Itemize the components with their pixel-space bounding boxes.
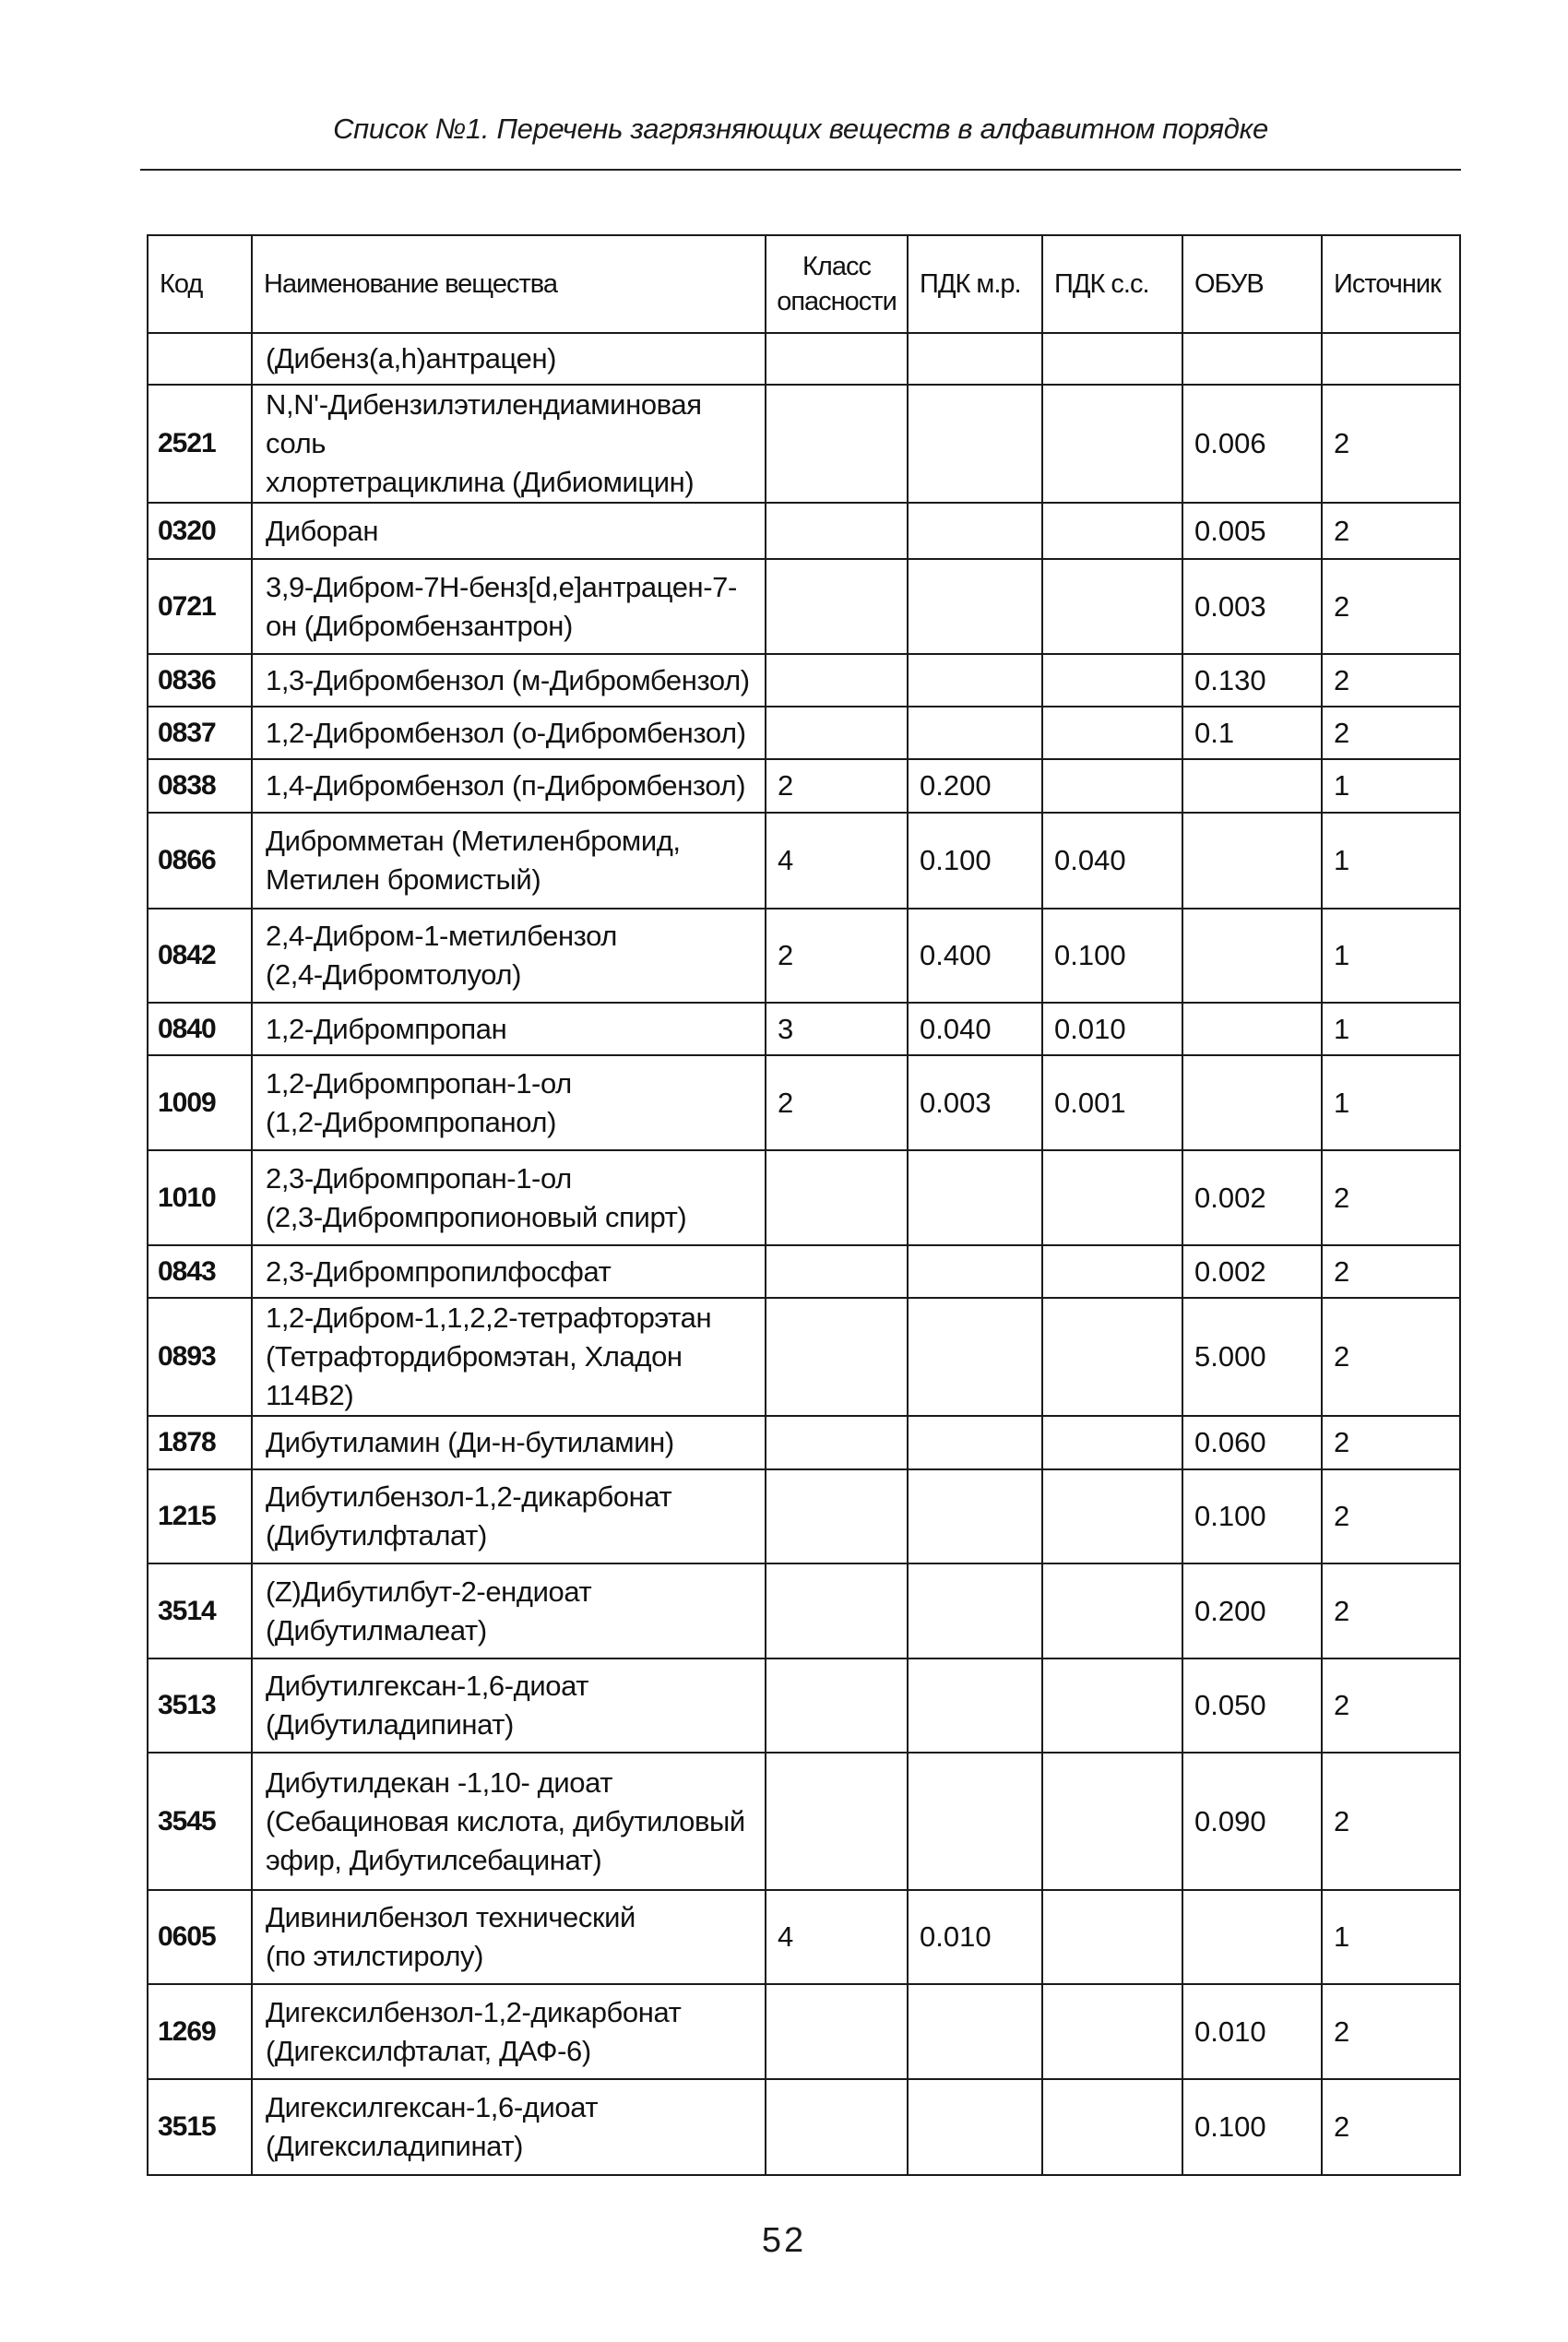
table-row xyxy=(148,813,1460,909)
substance-name-line: 1,2-Дибромбензол (о-Дибромбензол) xyxy=(266,716,746,749)
cell-hazard-class xyxy=(766,1984,908,2079)
cell-substance-name xyxy=(252,1469,766,1563)
cell-pdk-ss: 0.010 xyxy=(1042,1003,1182,1055)
cell-pdk-mr xyxy=(908,1469,1042,1563)
substance-name-line: 1,3-Дибромбензол (м-Дибромбензол) xyxy=(266,663,750,696)
cell-code: 0840 xyxy=(148,1003,252,1055)
cell-pdk-ss xyxy=(1042,1245,1182,1298)
substance-name-line: (Дигексиладипинат) xyxy=(266,2130,524,2162)
cell-hazard-class xyxy=(766,1416,908,1469)
cell-code: 0842 xyxy=(148,909,252,1003)
cell-obuv: 0.006 xyxy=(1182,385,1322,503)
cell-obuv xyxy=(1182,1890,1322,1984)
cell-obuv: 0.010 xyxy=(1182,1984,1322,2079)
cell-code: 1269 xyxy=(148,1984,252,2079)
cell-obuv: 5.000 xyxy=(1182,1298,1322,1416)
cell-source: 2 xyxy=(1322,1298,1460,1416)
cell-pdk-ss xyxy=(1042,1890,1182,1984)
substance-name-line: 2,4-Дибром-1-метилбензол xyxy=(266,920,617,952)
cell-source: 2 xyxy=(1322,707,1460,759)
column-header-source: Источник xyxy=(1322,235,1460,333)
cell-pdk-mr xyxy=(908,2079,1042,2175)
cell-code: 1009 xyxy=(148,1055,252,1150)
substance-name-line: Дибутиламин (Ди-н-бутиламин) xyxy=(266,1426,674,1458)
cell-pdk-mr: 0.003 xyxy=(908,1055,1042,1150)
cell-code: 1215 xyxy=(148,1469,252,1563)
cell-substance-name xyxy=(252,1416,766,1469)
cell-obuv: 0.050 xyxy=(1182,1658,1322,1753)
cell-hazard-class xyxy=(766,333,908,385)
table-row xyxy=(148,1245,1460,1298)
substance-name-line: (2,4-Дибромтолуол) xyxy=(266,958,521,991)
cell-substance-name xyxy=(252,559,766,654)
cell-hazard-class xyxy=(766,2079,908,2175)
cell-hazard-class xyxy=(766,1469,908,1563)
cell-substance-name xyxy=(252,813,766,909)
cell-hazard-class: 3 xyxy=(766,1003,908,1055)
column-header-substance-name: Наименование вещества xyxy=(252,235,766,333)
cell-code: 0836 xyxy=(148,654,252,707)
cell-substance-name xyxy=(252,1890,766,1984)
table-row xyxy=(148,333,1460,385)
substance-name-line: Дибромметан (Метиленбромид, xyxy=(266,825,681,857)
cell-pdk-mr xyxy=(908,559,1042,654)
column-header-code: Код xyxy=(148,235,252,333)
cell-code: 0320 xyxy=(148,503,252,559)
cell-pdk-ss xyxy=(1042,385,1182,503)
cell-pdk-mr xyxy=(908,333,1042,385)
cell-pdk-ss xyxy=(1042,1658,1182,1753)
substance-name-line: (по этилстиролу) xyxy=(266,1940,484,1972)
cell-hazard-class xyxy=(766,1753,908,1890)
substances-table xyxy=(147,234,1461,2176)
cell-obuv xyxy=(1182,333,1322,385)
substance-name-line: 1,2-Дибромпропан xyxy=(266,1012,507,1045)
cell-substance-name xyxy=(252,503,766,559)
cell-code: 0866 xyxy=(148,813,252,909)
substance-name-line: хлортетрациклина (Дибиомицин) xyxy=(266,466,695,498)
cell-substance-name xyxy=(252,1753,766,1890)
cell-hazard-class xyxy=(766,1150,908,1245)
cell-obuv xyxy=(1182,1055,1322,1150)
cell-code: 0893 xyxy=(148,1298,252,1416)
cell-hazard-class xyxy=(766,654,908,707)
cell-pdk-mr: 0.100 xyxy=(908,813,1042,909)
cell-substance-name xyxy=(252,707,766,759)
table-row xyxy=(148,1753,1460,1890)
table-row xyxy=(148,1416,1460,1469)
substance-name-line: 2,3-Дибромпропилфосфат xyxy=(266,1254,612,1288)
table-row xyxy=(148,1003,1460,1055)
cell-source: 1 xyxy=(1322,1055,1460,1150)
cell-pdk-ss: 0.001 xyxy=(1042,1055,1182,1150)
cell-pdk-ss: 0.040 xyxy=(1042,813,1182,909)
cell-obuv: 0.060 xyxy=(1182,1416,1322,1469)
cell-code: 0721 xyxy=(148,559,252,654)
substance-name-line: Дибутилбензол-1,2-дикарбонат xyxy=(266,1480,672,1513)
cell-pdk-ss xyxy=(1042,1469,1182,1563)
table-row xyxy=(148,1298,1460,1416)
substance-name-line: (Z)Дибутилбут-2-ендиоат xyxy=(266,1575,592,1608)
cell-source: 2 xyxy=(1322,2079,1460,2175)
cell-hazard-class xyxy=(766,1245,908,1298)
table-row xyxy=(148,909,1460,1003)
cell-substance-name xyxy=(252,333,766,385)
cell-substance-name xyxy=(252,1298,766,1416)
cell-hazard-class xyxy=(766,1563,908,1658)
cell-code: 1010 xyxy=(148,1150,252,1245)
substance-name-line: Диборан xyxy=(266,514,379,547)
cell-obuv xyxy=(1182,813,1322,909)
cell-substance-name xyxy=(252,1055,766,1150)
cell-pdk-mr: 0.010 xyxy=(908,1890,1042,1984)
cell-pdk-ss xyxy=(1042,759,1182,813)
substance-name-line: (Дибутиладипинат) xyxy=(266,1708,514,1741)
substance-name-line: (Дибутилфталат) xyxy=(266,1519,487,1551)
cell-source: 2 xyxy=(1322,1984,1460,2079)
substance-name-line: он (Дибромбензантрон) xyxy=(266,609,573,642)
cell-pdk-mr xyxy=(908,707,1042,759)
cell-substance-name xyxy=(252,909,766,1003)
table-row xyxy=(148,1469,1460,1563)
cell-source: 2 xyxy=(1322,559,1460,654)
page-header: Список №1. Перечень загрязняющих веществ в алфавитном порядке xyxy=(333,113,1268,145)
table-row xyxy=(148,385,1460,503)
cell-pdk-mr xyxy=(908,1563,1042,1658)
cell-pdk-ss xyxy=(1042,559,1182,654)
cell-pdk-mr xyxy=(908,1416,1042,1469)
cell-hazard-class: 2 xyxy=(766,1055,908,1150)
table-row xyxy=(148,503,1460,559)
substance-name-line: Дибутилгексан-1,6-диоат xyxy=(266,1670,589,1702)
cell-pdk-ss xyxy=(1042,654,1182,707)
cell-code: 3545 xyxy=(148,1753,252,1890)
column-header-obuv: ОБУВ xyxy=(1182,235,1322,333)
cell-source: 2 xyxy=(1322,1658,1460,1753)
cell-hazard-class xyxy=(766,503,908,559)
cell-pdk-ss xyxy=(1042,1984,1182,2079)
cell-code: 0843 xyxy=(148,1245,252,1298)
cell-hazard-class: 4 xyxy=(766,813,908,909)
cell-pdk-mr xyxy=(908,1658,1042,1753)
table-row xyxy=(148,1150,1460,1245)
cell-pdk-mr xyxy=(908,1245,1042,1298)
cell-hazard-class: 2 xyxy=(766,759,908,813)
cell-pdk-ss xyxy=(1042,1150,1182,1245)
table-row xyxy=(148,559,1460,654)
cell-source: 2 xyxy=(1322,503,1460,559)
cell-substance-name xyxy=(252,1563,766,1658)
page-number: 52 xyxy=(761,2221,807,2260)
cell-obuv: 0.003 xyxy=(1182,559,1322,654)
cell-code xyxy=(148,333,252,385)
column-header-pdk-mr: ПДК м.р. xyxy=(908,235,1042,333)
cell-substance-name xyxy=(252,759,766,813)
cell-pdk-ss xyxy=(1042,1298,1182,1416)
table-row xyxy=(148,1055,1460,1150)
cell-source: 1 xyxy=(1322,1890,1460,1984)
cell-source xyxy=(1322,333,1460,385)
cell-obuv xyxy=(1182,759,1322,813)
cell-pdk-ss xyxy=(1042,333,1182,385)
cell-substance-name xyxy=(252,1658,766,1753)
cell-hazard-class xyxy=(766,1298,908,1416)
substance-name-line: 1,2-Дибром-1,1,2,2-тетрафторэтан xyxy=(266,1302,712,1334)
cell-pdk-mr: 0.400 xyxy=(908,909,1042,1003)
cell-pdk-ss xyxy=(1042,503,1182,559)
substance-name-line: (Дибутилмалеат) xyxy=(266,1613,487,1647)
table-row xyxy=(148,1658,1460,1753)
cell-obuv: 0.1 xyxy=(1182,707,1322,759)
cell-obuv xyxy=(1182,1003,1322,1055)
cell-hazard-class xyxy=(766,385,908,503)
cell-code: 2521 xyxy=(148,385,252,503)
substance-name-line: Дивинилбензол технический xyxy=(266,1901,636,1933)
cell-code: 3514 xyxy=(148,1563,252,1658)
cell-obuv: 0.130 xyxy=(1182,654,1322,707)
cell-source: 2 xyxy=(1322,1150,1460,1245)
substance-name-line: Дигексилгексан-1,6-диоат xyxy=(266,2091,599,2123)
cell-pdk-mr xyxy=(908,385,1042,503)
cell-pdk-ss xyxy=(1042,707,1182,759)
cell-source: 1 xyxy=(1322,759,1460,813)
cell-hazard-class: 4 xyxy=(766,1890,908,1984)
cell-hazard-class: 2 xyxy=(766,909,908,1003)
cell-source: 2 xyxy=(1322,654,1460,707)
cell-source: 2 xyxy=(1322,1753,1460,1890)
cell-pdk-mr xyxy=(908,503,1042,559)
cell-obuv xyxy=(1182,909,1322,1003)
cell-hazard-class xyxy=(766,559,908,654)
substance-name-line: (Тетрафтордибромэтан, Хладон 114В2) xyxy=(266,1340,683,1411)
cell-hazard-class xyxy=(766,1658,908,1753)
cell-pdk-mr xyxy=(908,1298,1042,1416)
cell-pdk-mr xyxy=(908,654,1042,707)
cell-pdk-ss xyxy=(1042,1753,1182,1890)
cell-substance-name xyxy=(252,1245,766,1298)
table-row xyxy=(148,707,1460,759)
cell-source: 2 xyxy=(1322,385,1460,503)
cell-source: 2 xyxy=(1322,1563,1460,1658)
cell-substance-name xyxy=(252,1984,766,2079)
substance-name-line: (Дибенз(a,h)антрацен) xyxy=(266,342,557,374)
cell-obuv: 0.090 xyxy=(1182,1753,1322,1890)
cell-code: 0605 xyxy=(148,1890,252,1984)
cell-source: 1 xyxy=(1322,813,1460,909)
cell-source: 2 xyxy=(1322,1469,1460,1563)
table-header-row xyxy=(148,235,1460,333)
cell-code: 0837 xyxy=(148,707,252,759)
cell-substance-name xyxy=(252,2079,766,2175)
column-header-pdk-ss: ПДК с.с. xyxy=(1042,235,1182,333)
cell-source: 1 xyxy=(1322,909,1460,1003)
cell-pdk-mr xyxy=(908,1150,1042,1245)
cell-pdk-mr: 0.040 xyxy=(908,1003,1042,1055)
cell-obuv: 0.002 xyxy=(1182,1150,1322,1245)
cell-obuv: 0.200 xyxy=(1182,1563,1322,1658)
table-row xyxy=(148,2079,1460,2175)
cell-substance-name xyxy=(252,1150,766,1245)
cell-pdk-mr: 0.200 xyxy=(908,759,1042,813)
cell-code: 0838 xyxy=(148,759,252,813)
cell-source: 2 xyxy=(1322,1416,1460,1469)
substance-name-line: 1,4-Дибромбензол (п-Дибромбензол) xyxy=(266,769,746,802)
cell-code: 1878 xyxy=(148,1416,252,1469)
table-row xyxy=(148,654,1460,707)
cell-pdk-ss xyxy=(1042,2079,1182,2175)
cell-pdk-ss xyxy=(1042,1563,1182,1658)
cell-pdk-ss xyxy=(1042,1416,1182,1469)
cell-obuv: 0.100 xyxy=(1182,2079,1322,2175)
substance-name-line: 1,2-Дибромпропан-1-ол xyxy=(266,1066,572,1100)
cell-code: 3515 xyxy=(148,2079,252,2175)
substance-name-line: 2,3-Дибромпропан-1-ол xyxy=(266,1161,572,1195)
table-row xyxy=(148,1890,1460,1984)
table-row xyxy=(148,759,1460,813)
cell-obuv: 0.002 xyxy=(1182,1245,1322,1298)
cell-hazard-class xyxy=(766,707,908,759)
cell-pdk-ss: 0.100 xyxy=(1042,909,1182,1003)
cell-pdk-mr xyxy=(908,1753,1042,1890)
cell-obuv: 0.005 xyxy=(1182,503,1322,559)
cell-substance-name xyxy=(252,654,766,707)
substance-name-line: (Дигексилфталат, ДАФ-6) xyxy=(266,2034,591,2067)
substance-name-line: Дибутилдекан -1,10- диоат xyxy=(266,1765,613,1799)
cell-code: 3513 xyxy=(148,1658,252,1753)
cell-substance-name xyxy=(252,385,766,503)
cell-pdk-mr xyxy=(908,1984,1042,2079)
cell-source: 1 xyxy=(1322,1003,1460,1055)
substance-name-line: 3,9-Дибром-7Н-бенз[d,e]антрацен-7- xyxy=(266,570,737,603)
substance-name-line: N,N'-Дибензилэтилендиаминовая соль xyxy=(266,388,702,459)
substance-name-line: Дигексилбензол-1,2-дикарбонат xyxy=(266,1995,682,2028)
cell-obuv: 0.100 xyxy=(1182,1469,1322,1563)
table-body xyxy=(148,333,1460,2175)
header-divider xyxy=(140,169,1461,171)
table-row xyxy=(148,1984,1460,2079)
substance-name-line: эфир, Дибутилсебацинат) xyxy=(266,1843,602,1876)
table-row xyxy=(148,1563,1460,1658)
column-header-hazard-class: Класс опасности xyxy=(766,235,908,333)
substance-name-line: (1,2-Дибромпропанол) xyxy=(266,1105,556,1138)
substance-name-line: (Себациновая кислота, дибутиловый xyxy=(266,1804,745,1837)
cell-substance-name xyxy=(252,1003,766,1055)
cell-source: 2 xyxy=(1322,1245,1460,1298)
substance-name-line: (2,3-Дибромпропионовый спирт) xyxy=(266,1200,687,1233)
substance-name-line: Метилен бромистый) xyxy=(266,863,541,896)
